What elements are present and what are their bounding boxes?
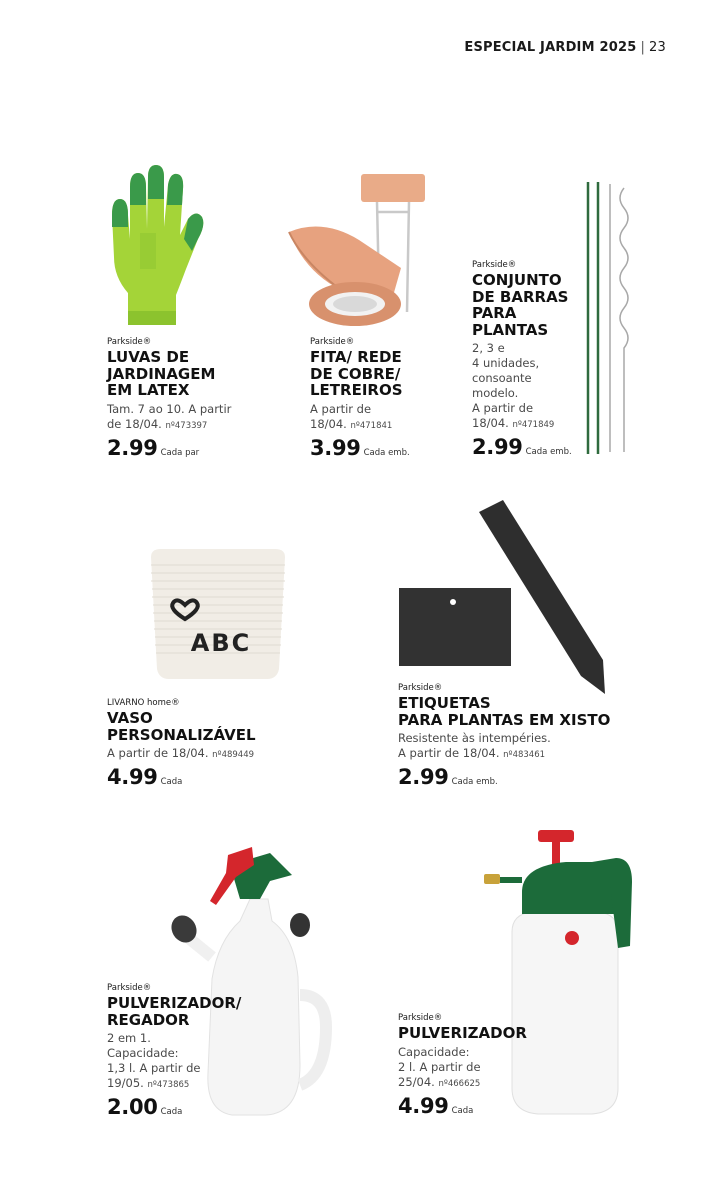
product-price: 4.99 Cada xyxy=(107,765,183,789)
product-price: 4.99 Cada xyxy=(398,1093,474,1118)
product-title: PULVERIZADOR/ REGADOR xyxy=(107,994,242,1029)
product-title: FITA/ REDE DE COBRE/ LETREIROS xyxy=(310,348,403,399)
product-price: 2.00 Cada xyxy=(107,1095,183,1119)
page-header xyxy=(464,40,666,55)
product-description: Tam. 7 ao 10. A partir de 18/04. nº473397 xyxy=(107,401,232,431)
product-card xyxy=(107,337,272,460)
product-title: VASO PERSONALIZÁVEL xyxy=(107,709,256,744)
product-card xyxy=(398,683,628,789)
product-brand: Parkside® xyxy=(107,983,152,993)
product-price: 2.99 Cada emb. xyxy=(398,765,498,789)
product-title: PULVERIZADOR xyxy=(398,1024,527,1042)
product-ref: nº473865 xyxy=(147,1080,190,1090)
pot-letters: ABC xyxy=(190,629,252,657)
product-price: 2.99 Cada emb. xyxy=(472,435,572,459)
gardening-glove-image xyxy=(100,165,210,330)
section-title: ESPECIAL JARDIM 2025 xyxy=(464,40,637,55)
product-card xyxy=(310,337,460,460)
customizable-pot-image xyxy=(143,543,293,683)
product-title: CONJUNTO DE BARRAS PARA PLANTAS xyxy=(472,271,569,339)
product-brand: Parkside® xyxy=(310,337,355,347)
product-description: 2 em 1. Capacidade: 1,3 l. A partir de 19/05. nº473865 xyxy=(107,1031,201,1090)
product-description: Resistente às intempéries. A partir de 18/04. nº483461 xyxy=(398,731,551,760)
header-separator: | xyxy=(640,40,646,55)
product-card xyxy=(398,1013,558,1118)
product-brand: Parkside® xyxy=(398,683,443,693)
product-card xyxy=(107,698,307,789)
product-ref: nº471849 xyxy=(512,420,555,430)
plant-rods-image xyxy=(580,180,640,456)
product-brand: LIVARNO home® xyxy=(107,698,180,708)
product-card xyxy=(472,260,582,459)
product-description: A partir de 18/04. nº471841 xyxy=(310,401,393,431)
product-ref: nº489449 xyxy=(212,750,255,760)
product-brand: Parkside® xyxy=(398,1013,443,1023)
product-ref: nº473397 xyxy=(165,420,208,431)
copper-tape-image xyxy=(283,172,433,330)
product-price: 2.99 Cada par xyxy=(107,435,200,460)
page-number: 23 xyxy=(649,40,666,55)
product-brand: Parkside® xyxy=(107,337,152,347)
product-ref: nº483461 xyxy=(503,750,546,760)
product-ref: nº471841 xyxy=(350,420,393,431)
product-ref: nº466625 xyxy=(438,1078,481,1089)
product-price: 3.99 Cada emb. xyxy=(310,435,410,460)
product-description: 2, 3 e 4 unidades, consoante modelo. A partir de 18/04. nº471849 xyxy=(472,341,555,430)
slate-labels-image xyxy=(395,498,610,700)
product-title: ETIQUETAS PARA PLANTAS EM XISTO xyxy=(398,694,611,729)
product-title: LUVAS DE JARDINAGEM EM LATEX xyxy=(107,348,216,399)
product-card xyxy=(107,983,267,1119)
product-description: Capacidade: 2 l. A partir de 25/04. nº466625 xyxy=(398,1044,481,1089)
product-brand: Parkside® xyxy=(472,260,517,270)
product-description: A partir de 18/04. nº489449 xyxy=(107,746,255,760)
